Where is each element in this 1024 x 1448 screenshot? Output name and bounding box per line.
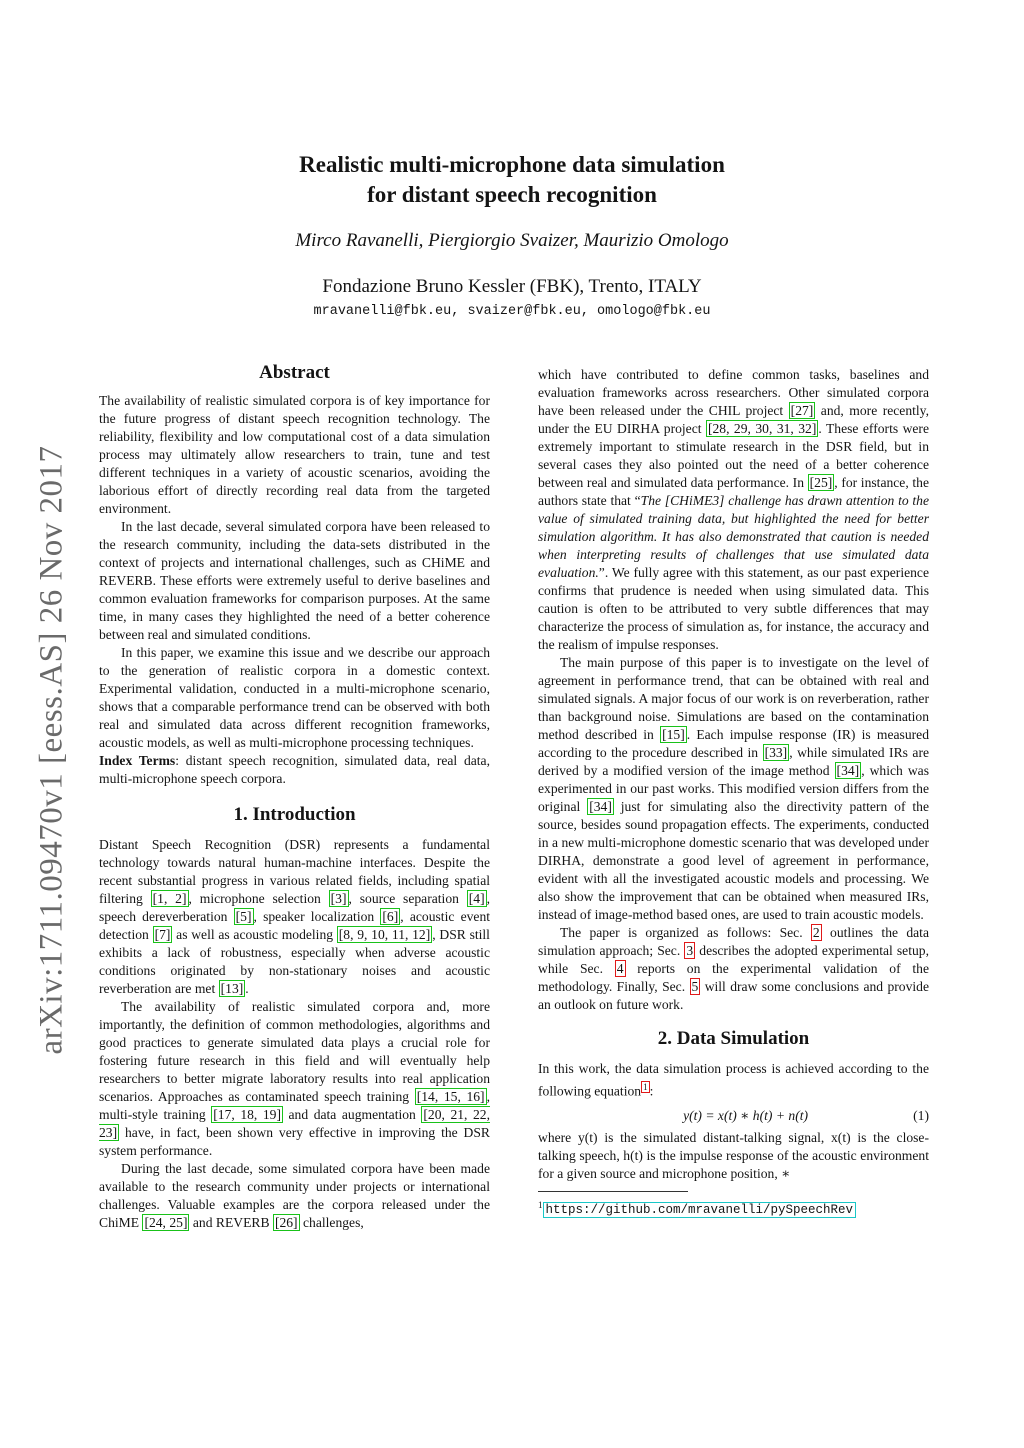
right-column bbox=[538, 366, 929, 1219]
citation-link[interactable]: [34] bbox=[836, 763, 860, 778]
citation-link[interactable]: [4] bbox=[468, 891, 485, 906]
section-link[interactable]: 3 bbox=[686, 943, 694, 958]
authors: Mirco Ravanelli, Piergiorgio Svaizer, Maurizio Omologo bbox=[295, 230, 729, 251]
section-link[interactable]: 5 bbox=[691, 979, 699, 994]
footnote bbox=[538, 1196, 929, 1219]
title-line-2: for distant speech recognition bbox=[367, 182, 657, 207]
intro-paragraph: The main purpose of this paper is to investigate on the level of agreement in performance trend, that can be obtained with real and simulated signals. A major focus of our work is on reverberation, rather than background noise. Simulations are based on the contamination method described in [15] . Each impulse response (IR) is measured according to the procedure described in [33] , while simulated IRs are derived by a modified version of the image method [34] , which was experimented in our past works. This modified version differs from the original [34] just for simulating also the directivity pattern of the source, besides sound propagation effects. The experiments, conducted in a new multi-microphone domestic scenario that was developed under DIRHA, demonstrate a good level of agreement in performance, evident with all the investigated acoustic models and processing. We also show the improvement that can be obtained when measured IRs, instead of image-method based ones, are used to train acoustic models. bbox=[538, 655, 930, 922]
citation-link[interactable]: [3] bbox=[330, 891, 347, 906]
section-link[interactable]: 2 bbox=[812, 925, 820, 940]
abstract-paragraph: The availability of realistic simulated corpora is of key importance for the future progress of distant speech recognition technology. The reliability, flexibility and low computational cost of a data simulation process may ultimately allow researchers to train, tune and test different techniques in a variety of acoustic scenarios, avoiding the laborious effort of directly recording real data from the targeted environment. bbox=[99, 393, 490, 516]
index-terms bbox=[99, 752, 490, 788]
index-terms-label: Index Terms bbox=[99, 753, 176, 768]
citation-link[interactable]: [28, 29, 30, 31, 32] bbox=[707, 421, 817, 436]
citation-link[interactable]: [6] bbox=[382, 909, 399, 924]
intro-paragraph: During the last decade, some simulated corpora have been made available to the research community under projects or international challenges. Valuable examples are the corpora released under the ChiME [24, 25] and REVERB [26] challenges, bbox=[99, 1161, 490, 1230]
left-column bbox=[99, 364, 490, 1232]
citation-link[interactable]: [1, 2] bbox=[152, 891, 187, 906]
citation-link[interactable]: [14, 15, 16] bbox=[416, 1089, 485, 1104]
citation-link[interactable]: [5] bbox=[235, 909, 252, 924]
intro-paragraph: which have contributed to define common tasks, baselines and evaluation frameworks across researchers. Other simulated corpora have been released under the CHIL project [27] and, more recently, under the EU DIRHA project [28, 29, 30, 31, 32] . These efforts were extremely important to stimulate research in the DSR field, but in several cases they also pointed out the need of a better coherence between real and simulated data performance. In [25] , for instance, the authors state that “The [CHiME3] challenge has drawn attention to the value of simulated training data, but highlighted the need for better simulation algorithm. It has also demonstrated that caution is needed when interpreting results of challenges that use simulated data evaluation.”. We fully agree with this statement, as our past experience confirms that prudence is needed when using simulated data. This caution is often to be attributed to very subtle differences that may characterize the process of simulation as, for instance, the accuracy and the realism of impulse responses. bbox=[538, 367, 930, 652]
arxiv-stamp bbox=[26, 430, 78, 1070]
citation-link[interactable]: [33] bbox=[764, 745, 788, 760]
intro-paragraph: Distant Speech Recognition (DSR) represents a fundamental technology towards natural human-machine interfaces. Despite the recent substantial progress in various related fields, including spatial filtering [1, 2] , microphone selection [3] , source separation [4] , speech dereverberation [5] , speaker localization [6] , acoustic event detection [7] as well as acoustic modeling [8, 9, 10, 11, 12] , DSR still exhibits a lack of robustness, especially when adverse acoustic conditions originated by non-stationary noises and acoustic reverberation are met [13] . bbox=[99, 837, 491, 996]
section-2-heading: 2. Data Simulation bbox=[657, 1028, 810, 1049]
citation-link[interactable]: [8, 9, 10, 11, 12] bbox=[338, 927, 431, 942]
footnote-url-link[interactable]: https://github.com/mravanelli/pySpeechRev bbox=[543, 1202, 857, 1218]
abstract-paragraph: In the last decade, several simulated corpora have been released to the research community, including the data-sets distributed in the context of projects and international challenges, such as CHiME and REVERB. These efforts were extremely useful to derive baselines and common evaluation frameworks for comparison purposes. At the same time, in many cases they highlighted the need of a better coherence between real and simulated conditions. bbox=[99, 519, 490, 642]
citation-link[interactable]: [26] bbox=[274, 1215, 298, 1230]
footnote-number: 1 bbox=[538, 1199, 543, 1210]
equation-number: (1) bbox=[913, 1107, 929, 1123]
footnote-rule bbox=[538, 1191, 688, 1192]
citation-link[interactable]: [20, 21, 22, 23] bbox=[99, 1107, 490, 1140]
citation-link[interactable]: [24, 25] bbox=[144, 1215, 188, 1230]
citation-link[interactable]: [34] bbox=[589, 799, 612, 814]
equation-formula: y(t) = x(t) ∗ h(t) + n(t) bbox=[683, 1107, 809, 1123]
arxiv-stamp-text: arXiv:1711.09470v1 [eess.AS] 26 Nov 2017 bbox=[33, 445, 70, 1055]
citation-link[interactable]: [15] bbox=[662, 727, 685, 742]
section-paragraph: where y(t) is the simulated distant-talking signal, x(t) is the close-talking speech, h(t) is the impulse response of the acoustic environment for a given source and microphone position, ∗ bbox=[538, 1129, 929, 1181]
citation-link[interactable]: [7] bbox=[154, 927, 171, 942]
citation-link[interactable]: [17, 18, 19] bbox=[213, 1107, 281, 1122]
section-link[interactable]: 4 bbox=[616, 961, 624, 976]
citation-link[interactable]: [27] bbox=[790, 403, 814, 418]
title-line-1: Realistic multi-microphone data simulation bbox=[299, 152, 725, 177]
intro-paragraph: The paper is organized as follows: Sec. 2 outlines the data simulation approach; Sec. 3 describes the adopted experimental setup, while Sec. 4 reports on the experimental validation of the methodology. Finally, Sec. 5 will draw some conclusions and provide an outlook on future work. bbox=[538, 925, 929, 1012]
citation-link[interactable]: [13] bbox=[220, 981, 244, 996]
equation-1 bbox=[538, 1107, 929, 1125]
index-terms-text: : distant speech recognition, simulated data, real data, multi-microphone speech corpora. bbox=[99, 753, 490, 786]
citation-link[interactable]: [25] bbox=[809, 475, 833, 490]
section-paragraph: In this work, the data simulation process is achieved according to the following equation $^1$ : bbox=[538, 1061, 929, 1099]
abstract-heading: Abstract bbox=[259, 362, 330, 383]
affiliation: Fondazione Bruno Kessler (FBK), Trento, ITALY bbox=[322, 276, 702, 297]
intro-paragraph: The availability of realistic simulated corpora and, more importantly, the definition of common methodologies, algorithms and good practices to generate simulated data plays a crucial role for fostering future research in this field and will eventually help researchers to better migrate laboratory results into real application scenarios. Approaches as contaminated speech training [14, 15, 16] , multi-style training [17, 18, 19] and data augmentation [20, 21, 22, 23] have, in fact, been shown very effective in improving the DSR system performance. bbox=[99, 999, 490, 1158]
quotation: The [CHiME3] challenge has drawn attention to the value of simulated training data, but highlighted the need for better simulation algorithm. It has also demonstrated that caution is needed when interpreting results of challenges that use simulated data evaluation. bbox=[538, 493, 930, 580]
emails: mravanelli@fbk.eu, svaizer@fbk.eu, omologo@fbk.eu bbox=[313, 304, 711, 319]
footnote-marker[interactable]: 1 bbox=[643, 1082, 648, 1092]
paper-title bbox=[0, 150, 1024, 210]
intro-heading: 1. Introduction bbox=[233, 804, 356, 825]
abstract-paragraph: In this paper, we examine this issue and we describe our approach to the generation of realistic corpora in a domestic context. Experimental validation, conducted in a multi-microphone scenario, shows that a comparable performance trend can be observed with both real and simulated data across different recognition frameworks, acoustic models, as well as multi-microphone processing techniques. bbox=[99, 645, 490, 750]
